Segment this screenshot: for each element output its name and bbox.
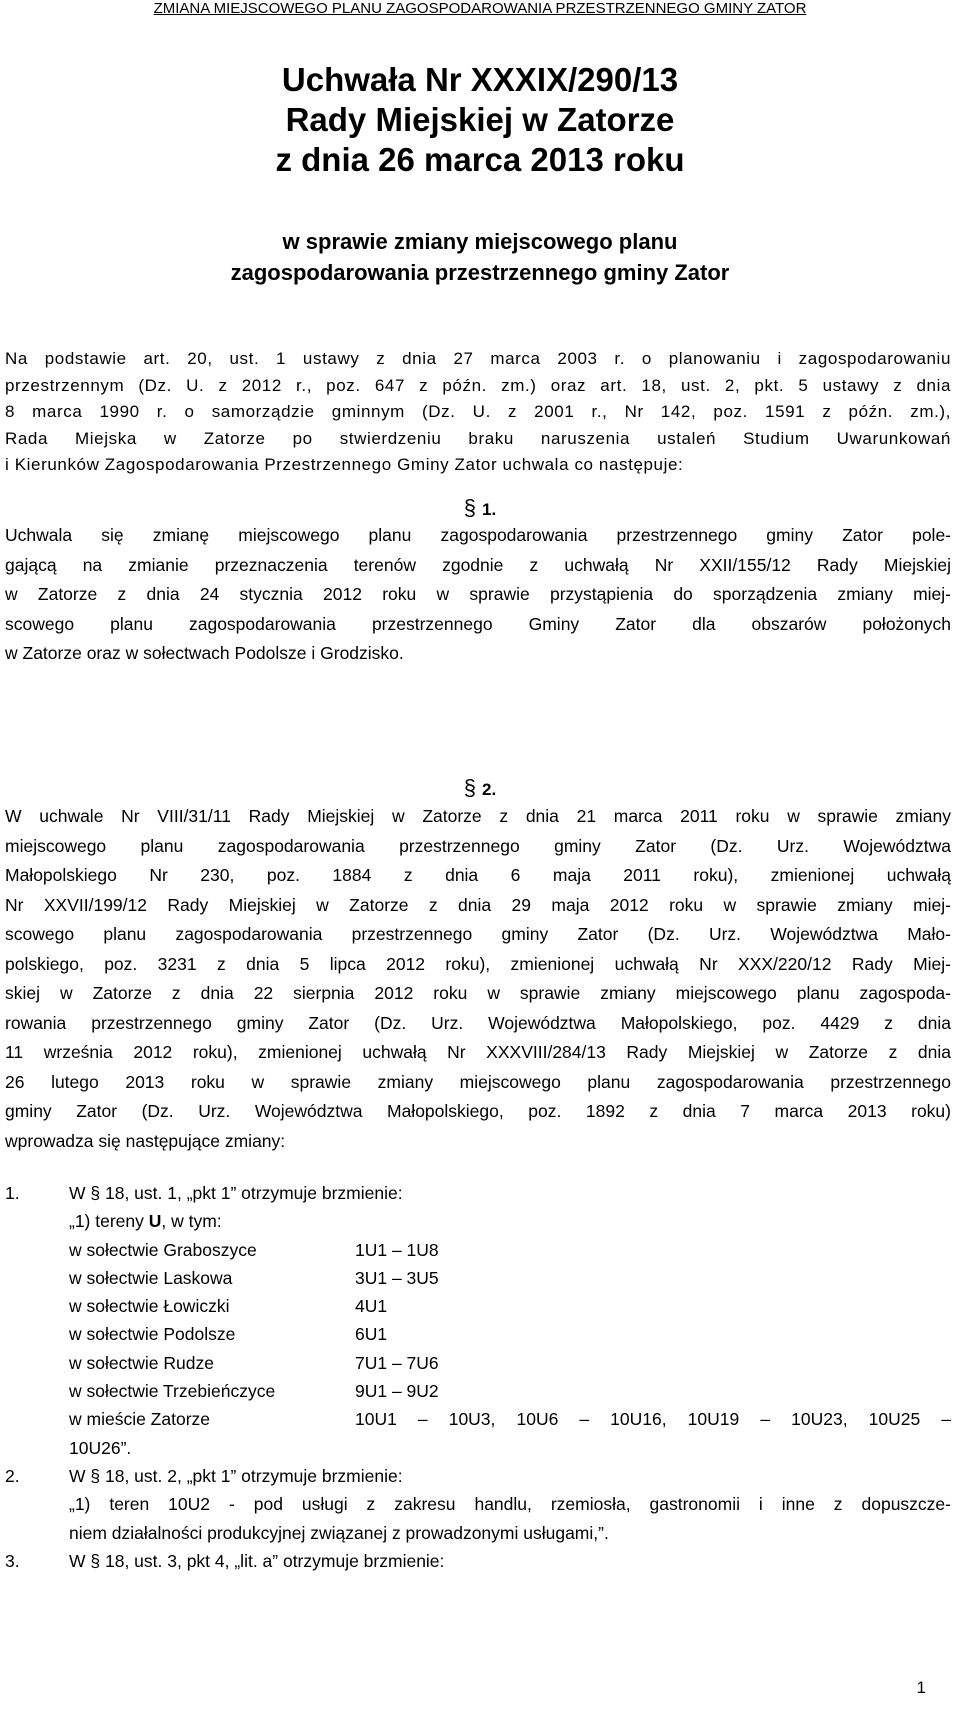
item-text: W § 18, ust. 3, pkt 4, „lit. a” otrzymuje brzmienie: — [69, 1550, 445, 1571]
title-line-2: Rady Miejskiej w Zatorze — [285, 101, 675, 138]
document-title — [0, 60, 960, 180]
item-text: W § 18, ust. 1, „pkt 1” otrzymuje brzmienie: — [69, 1183, 403, 1203]
text-line: miejscowego planu zagospodarowania przestrzennego gminy Zator (Dz. Urz. Województwa — [5, 835, 951, 856]
page-number: 1 — [916, 1678, 926, 1697]
text-line: 11 września 2012 roku), zmienionej uchwałą Nr XXXVIII/284/13 Rady Miejskiej w Zatorze z dnia — [5, 1042, 951, 1062]
place-name: w sołectwie Rudze — [69, 1352, 214, 1373]
text-line: gminy Zator (Dz. Urz. Województwa Małopolskiego, poz. 1892 z dnia 7 marca 2013 roku) — [5, 1101, 951, 1121]
section-number: 1. — [482, 500, 497, 519]
intro-bold: U — [148, 1211, 162, 1232]
section-symbol: § — [463, 495, 477, 520]
preamble-line: Rada Miejska w Zatorze po stwierdzeniu braku naruszenia ustaleń Studium Uwarunkowań — [5, 428, 951, 448]
title-line-1: Uchwała Nr XXXIX/290/13 — [281, 61, 679, 98]
intro-text: , w tym: — [161, 1211, 222, 1232]
zone-codes: 1U1 – 1U8 — [355, 1239, 439, 1260]
list-item — [5, 1490, 951, 1518]
place-name: w sołectwie Graboszyce — [69, 1239, 257, 1260]
header-link[interactable]: ZMIANA MIEJSCOWEGO PLANU ZAGOSPODAROWANIA PRZESTRZENNEGO GMINY ZATOR — [153, 0, 807, 17]
list-item — [5, 1179, 951, 1207]
table-row — [5, 1320, 951, 1348]
zone-codes: 4U1 — [355, 1296, 388, 1317]
place-name: w sołectwie Łowiczki — [69, 1296, 230, 1317]
section-2-text — [5, 802, 951, 1156]
preamble-line: Na podstawie art. 20, ust. 1 ustawy z dnia 27 marca 2003 r. o planowaniu i zagospodarowaniu — [5, 349, 951, 368]
text-line: W uchwale Nr VIII/31/11 Rady Miejskiej w Zatorze z dnia 21 marca 2011 roku w sprawie zmiany — [5, 806, 951, 826]
title-line-3: z dnia 26 marca 2013 roku — [275, 141, 685, 178]
document-subtitle — [0, 226, 960, 288]
table-row — [5, 1264, 951, 1292]
text-line: wprowadza się następujące zmiany: — [5, 1130, 286, 1151]
text-line: w Zatorze oraz w sołectwach Podolsze i Grodzisko. — [5, 643, 404, 663]
zone-codes: 9U1 – 9U2 — [355, 1381, 439, 1402]
item-number: 3. — [5, 1550, 20, 1571]
text-line: scowego planu zagospodarowania przestrzennego Gminy Zator dla obszarów położonych — [5, 613, 951, 634]
table-row — [5, 1377, 951, 1405]
text-line: 26 lutego 2013 roku w sprawie zmiany miejscowego planu zagospodarowania przestrzennego — [5, 1071, 951, 1092]
list-item — [5, 1519, 951, 1547]
place-name: w mieście Zatorze — [69, 1409, 211, 1430]
zone-codes: 6U1 — [355, 1324, 388, 1345]
section-1-text — [5, 521, 951, 669]
text-line: Małopolskiego Nr 230, poz. 1884 z dnia 6 maja 2011 roku), zmienionej uchwałą — [5, 865, 951, 885]
section-1-heading — [0, 496, 960, 522]
table-row — [5, 1292, 951, 1320]
item-text: W § 18, ust. 2, „pkt 1” otrzymuje brzmienie: — [69, 1465, 403, 1486]
item-body-line: niem działalności produkcyjnej związanej z prowadzonymi usługami,”. — [69, 1522, 609, 1543]
text-line: skiej w Zatorze z dnia 22 sierpnia 2012 roku w sprawie zmiany miejscowego planu zagospoda- — [5, 983, 951, 1003]
preamble — [5, 346, 951, 479]
item-intro — [69, 1207, 222, 1235]
preamble-line: przestrzennym (Dz. U. z 2012 r., poz. 647 z późn. zm.) oraz art. 18, ust. 2, pkt. 5 ustawy z dnia — [5, 375, 951, 395]
item-number: 2. — [5, 1465, 20, 1486]
amendments-list — [5, 1179, 951, 1575]
zone-codes: 10U1 – 10U3, 10U6 – 10U16, 10U19 – 10U23, 10U25 – — [355, 1409, 951, 1430]
item-number: 1. — [5, 1183, 20, 1203]
zone-codes: 7U1 – 7U6 — [355, 1352, 439, 1373]
place-name: w sołectwie Podolsze — [69, 1324, 236, 1345]
text-line: polskiego, poz. 3231 z dnia 5 lipca 2012 roku), zmienionej uchwałą Nr XXX/220/12 Rady Miej- — [5, 953, 951, 974]
zone-codes: 3U1 – 3U5 — [355, 1267, 439, 1288]
preamble-line: i Kierunków Zagospodarowania Przestrzennego Gminy Zator uchwala co następuje: — [5, 455, 684, 474]
table-row — [5, 1349, 951, 1377]
list-item — [5, 1207, 951, 1235]
section-2-heading — [0, 776, 960, 802]
text-line: Uchwala się zmianę miejscowego planu zagospodarowania przestrzennego gminy Zator pole- — [5, 525, 951, 545]
continuation-text: 10U26”. — [69, 1437, 132, 1458]
list-item — [5, 1547, 951, 1575]
list-item — [5, 1434, 951, 1462]
preamble-line: 8 marca 1990 r. o samorządzie gminnym (Dz. U. z 2001 r., Nr 142, poz. 1591 z późn. zm.), — [5, 402, 951, 421]
place-name: w sołectwie Trzebieńczyce — [69, 1381, 276, 1402]
text-line: gającą na zmianie przeznaczenia terenów zgodnie z uchwałą Nr XXII/155/12 Rady Miejskiej — [5, 554, 951, 575]
subtitle-line-1: w sprawie zmiany miejscowego planu — [282, 229, 678, 254]
intro-text: „1) tereny — [69, 1211, 149, 1232]
list-item — [5, 1462, 951, 1490]
place-name: w sołectwie Laskowa — [69, 1267, 233, 1288]
text-line: scowego planu zagospodarowania przestrzennego gminy Zator (Dz. Urz. Województwa Mało- — [5, 924, 951, 944]
subtitle-line-2: zagospodarowania przestrzennego gminy Zator — [230, 260, 730, 285]
text-line: Nr XXVII/199/12 Rady Miejskiej w Zatorze z dnia 29 maja 2012 roku w sprawie zmiany miej- — [5, 894, 951, 915]
section-number: 2. — [482, 780, 497, 799]
section-symbol: § — [463, 775, 477, 800]
item-body-line: „1) teren 10U2 - pod usługi z zakresu handlu, rzemiosła, gastronomii i inne z dopuszcze- — [69, 1494, 951, 1515]
table-row — [5, 1236, 951, 1264]
text-line: rowania przestrzennego gminy Zator (Dz. Urz. Województwa Małopolskiego, poz. 4429 z dnia — [5, 1012, 951, 1033]
table-row — [5, 1405, 951, 1433]
text-line: w Zatorze z dnia 24 stycznia 2012 roku w sprawie przystąpienia do sporządzenia zmiany miej- — [5, 584, 951, 604]
